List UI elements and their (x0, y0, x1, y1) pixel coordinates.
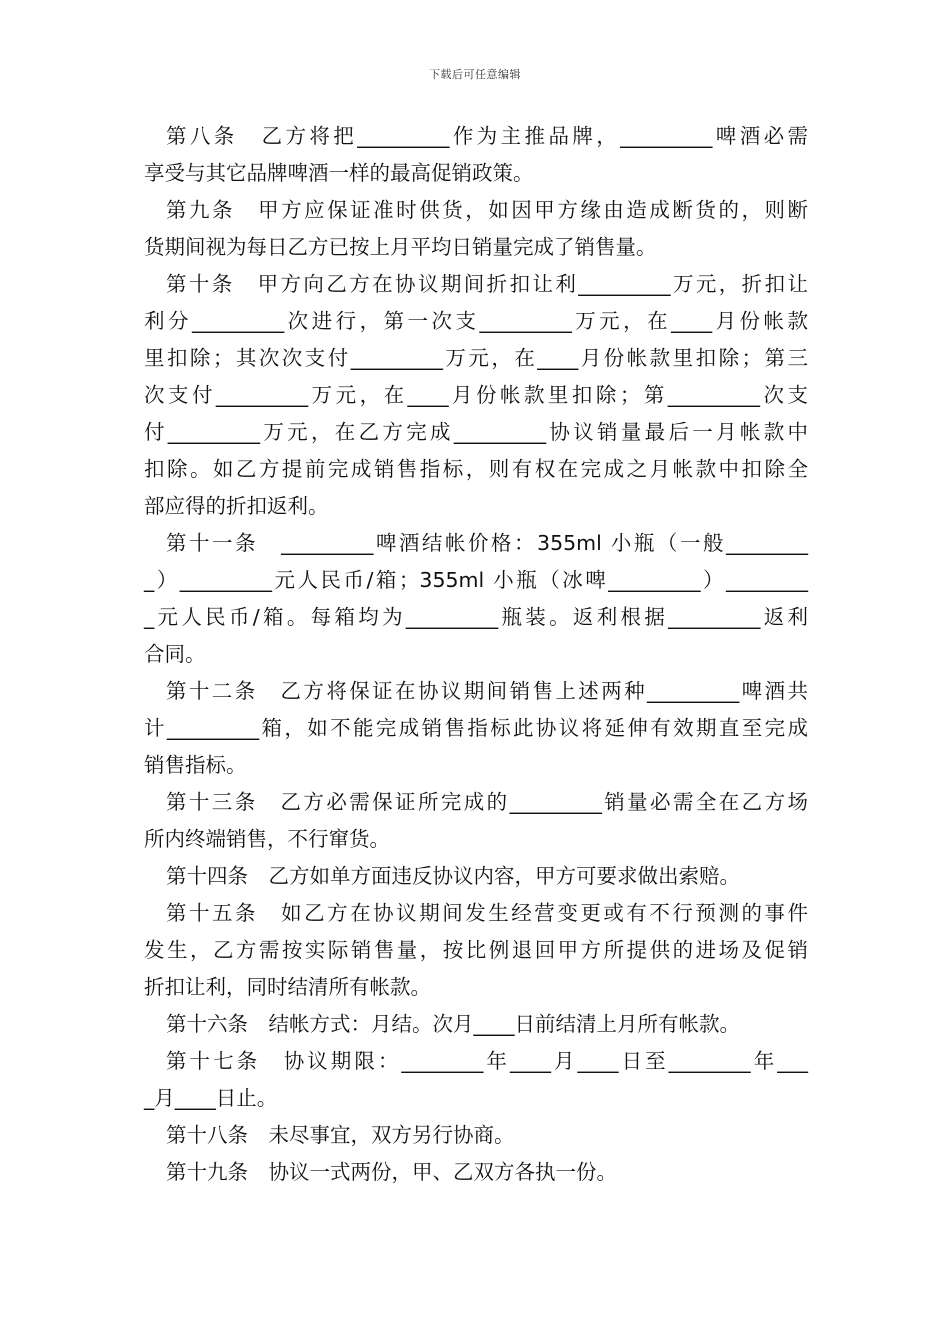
article-8-line-2: 享受与其它品牌啤酒一样的最高促销政策。 (144, 161, 534, 185)
article-19-line-1: 第十九条 协议一式两份，甲、乙双方各执一份。 (166, 1160, 617, 1184)
article-12-line-2: 计_________箱，如不能完成销售指标此协议将延伸有效期直至完成 (144, 716, 808, 740)
article-16-line-1: 第十六条 结帐方式：月结。次月____日前结清上月所有帐款。 (166, 1012, 740, 1036)
article-9-line-1: 第九条 甲方应保证准时供货，如因甲方缘由造成断货的，则断 (166, 198, 808, 222)
article-12-line-3: 销售指标。 (144, 753, 247, 777)
article-10-line-6: 扣除。如乙方提前完成销售指标，则有权在完成之月帐款中扣除全 (144, 457, 808, 481)
article-10-line-3: 里扣除；其次次支付_________万元，在____月份帐款里扣除；第三 (144, 346, 808, 370)
page-header: 下载后可任意编辑 (429, 68, 521, 81)
article-11-line-4: 合同。 (144, 642, 206, 666)
article-17-line-2: _月____日止。 (144, 1086, 278, 1110)
article-11-line-2: _）_________元人民币/箱；355ml 小瓶（冰啤_________）________ (144, 568, 808, 592)
article-8-line-1: 第八条 乙方将把_________作为主推品牌，_________啤酒必需 (166, 124, 808, 148)
article-10-line-5: 付_________万元，在乙方完成_________协议销量最后一月帐款中 (144, 420, 808, 444)
article-11-line-1: 第十一条 _________啤酒结帐价格：355ml 小瓶（一般________ (166, 531, 808, 555)
article-10-line-4: 次支付_________万元，在____月份帐款里扣除；第_________次支 (144, 383, 808, 407)
article-15-line-3: 折扣让利，同时结清所有帐款。 (144, 975, 431, 999)
contract-body (144, 118, 808, 1191)
article-9-line-2: 货期间视为每日乙方已按上月平均日销量完成了销售量。 (144, 235, 657, 259)
article-15-line-2: 发生，乙方需按实际销售量，按比例退回甲方所提供的进场及促销 (144, 938, 808, 962)
article-13-line-1: 第十三条 乙方必需保证所完成的_________销量必需全在乙方场 (166, 790, 808, 814)
article-18-line-1: 第十八条 未尽事宜，双方另行协商。 (166, 1123, 515, 1147)
article-11-line-3: _元人民币/箱。每箱均为_________瓶装。返利根据_________返利 (144, 605, 808, 629)
article-10-line-7: 部应得的折扣返利。 (144, 494, 329, 518)
article-12-line-1: 第十二条 乙方将保证在协议期间销售上述两种_________啤酒共 (166, 679, 808, 703)
article-13-line-2: 所内终端销售，不行窜货。 (144, 827, 390, 851)
article-17-line-1: 第十七条 协议期限：________年____月____日至________年___ (166, 1049, 808, 1073)
article-10-line-2: 利分_________次进行，第一次支_________万元，在____月份帐款 (144, 309, 808, 333)
article-10-line-1: 第十条 甲方向乙方在协议期间折扣让利_________万元，折扣让 (166, 272, 808, 296)
article-15-line-1: 第十五条 如乙方在协议期间发生经营变更或有不行预测的事件 (166, 901, 808, 925)
article-14-line-1: 第十四条 乙方如单方面违反协议内容，甲方可要求做出索赔。 (166, 864, 740, 888)
